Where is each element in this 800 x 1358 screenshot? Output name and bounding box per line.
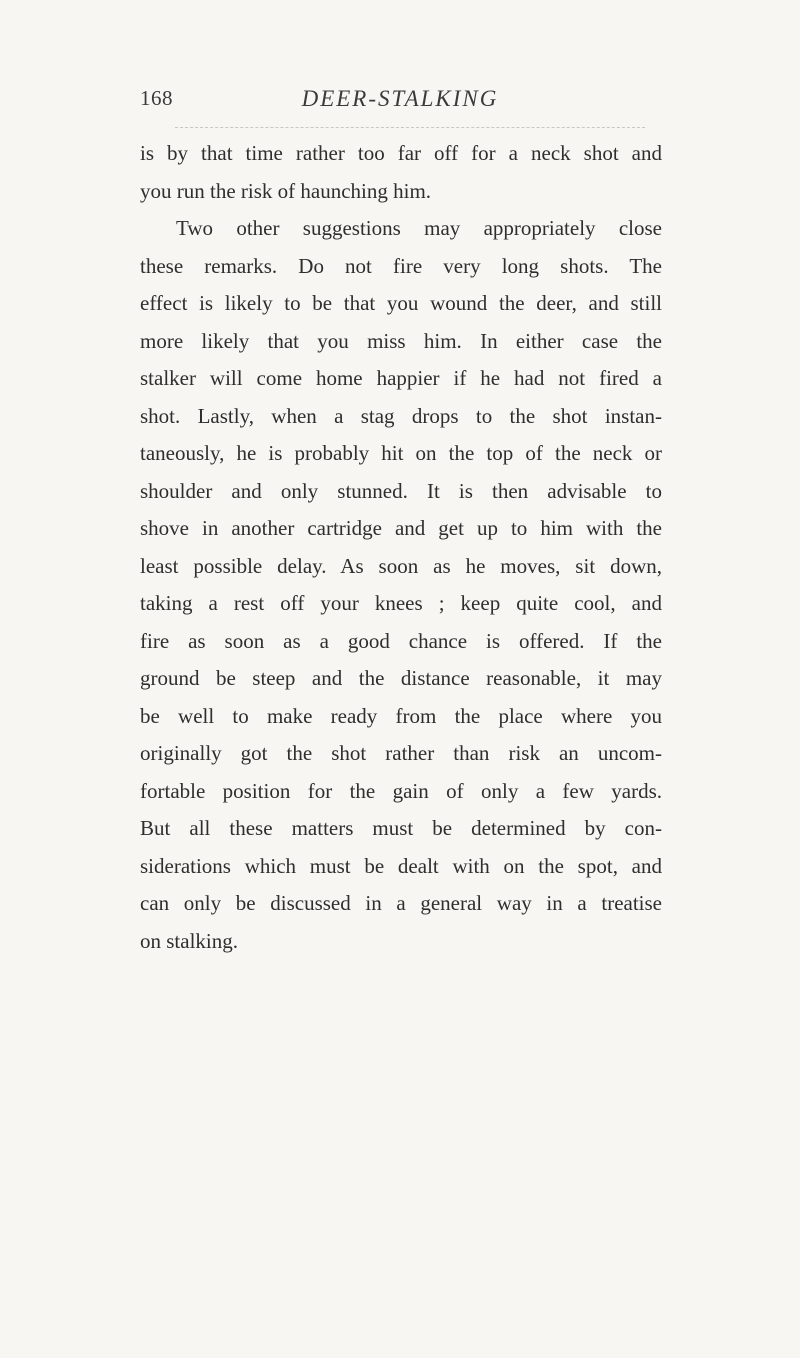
text-line: fire as soon as a good chance is offered. If the: [140, 628, 662, 653]
text-line: stalker will come home happier if he had not fired a: [140, 366, 662, 390]
text-line: these remarks. Do not fire very long shots. The: [140, 253, 662, 278]
text-line: shoulder and only stunned. It is then advisable to: [140, 478, 662, 503]
text-line: But all these matters must be determined by con-: [140, 816, 662, 840]
running-head: DEER-STALKING: [301, 86, 499, 111]
text-line: least possible delay. As soon as he moves, sit down,: [140, 553, 662, 578]
text-line: shove in another cartridge and get up to him with the: [140, 516, 662, 540]
text-line: fortable position for the gain of only a few yards.: [140, 778, 662, 803]
text-line: taneously, he is probably hit on the top of the neck or: [140, 441, 662, 465]
text-line: more likely that you miss him. In either case the: [140, 328, 662, 353]
text-line: taking a rest off your knees ; keep quite cool, and: [140, 591, 662, 615]
text-line: originally got the shot rather than risk an uncom-: [140, 741, 662, 765]
page-number: 168: [140, 86, 173, 110]
paragraph-2: [140, 210, 662, 960]
paragraph-1: [140, 135, 662, 210]
page-header: [0, 86, 800, 116]
text-line: effect is likely to be that you wound the deer, and still: [140, 291, 662, 315]
text-line: ground be steep and the distance reasonable, it may: [140, 666, 662, 690]
text-line: is by that time rather too far off for a neck shot and: [140, 141, 662, 165]
text-line: shot. Lastly, when a stag drops to the shot instan-: [140, 403, 662, 428]
text-line: you run the risk of haunching him.: [140, 178, 432, 203]
text-line: be well to make ready from the place where you: [140, 703, 662, 728]
text-line: siderations which must be dealt with on the spot, and: [140, 853, 662, 878]
text-line: on stalking.: [140, 928, 238, 953]
text-line: can only be discussed in a general way in a treatise: [140, 891, 662, 915]
header-rule: [175, 127, 645, 128]
body-text: [140, 135, 662, 960]
text-line: Two other suggestions may appropriately close: [176, 216, 662, 240]
